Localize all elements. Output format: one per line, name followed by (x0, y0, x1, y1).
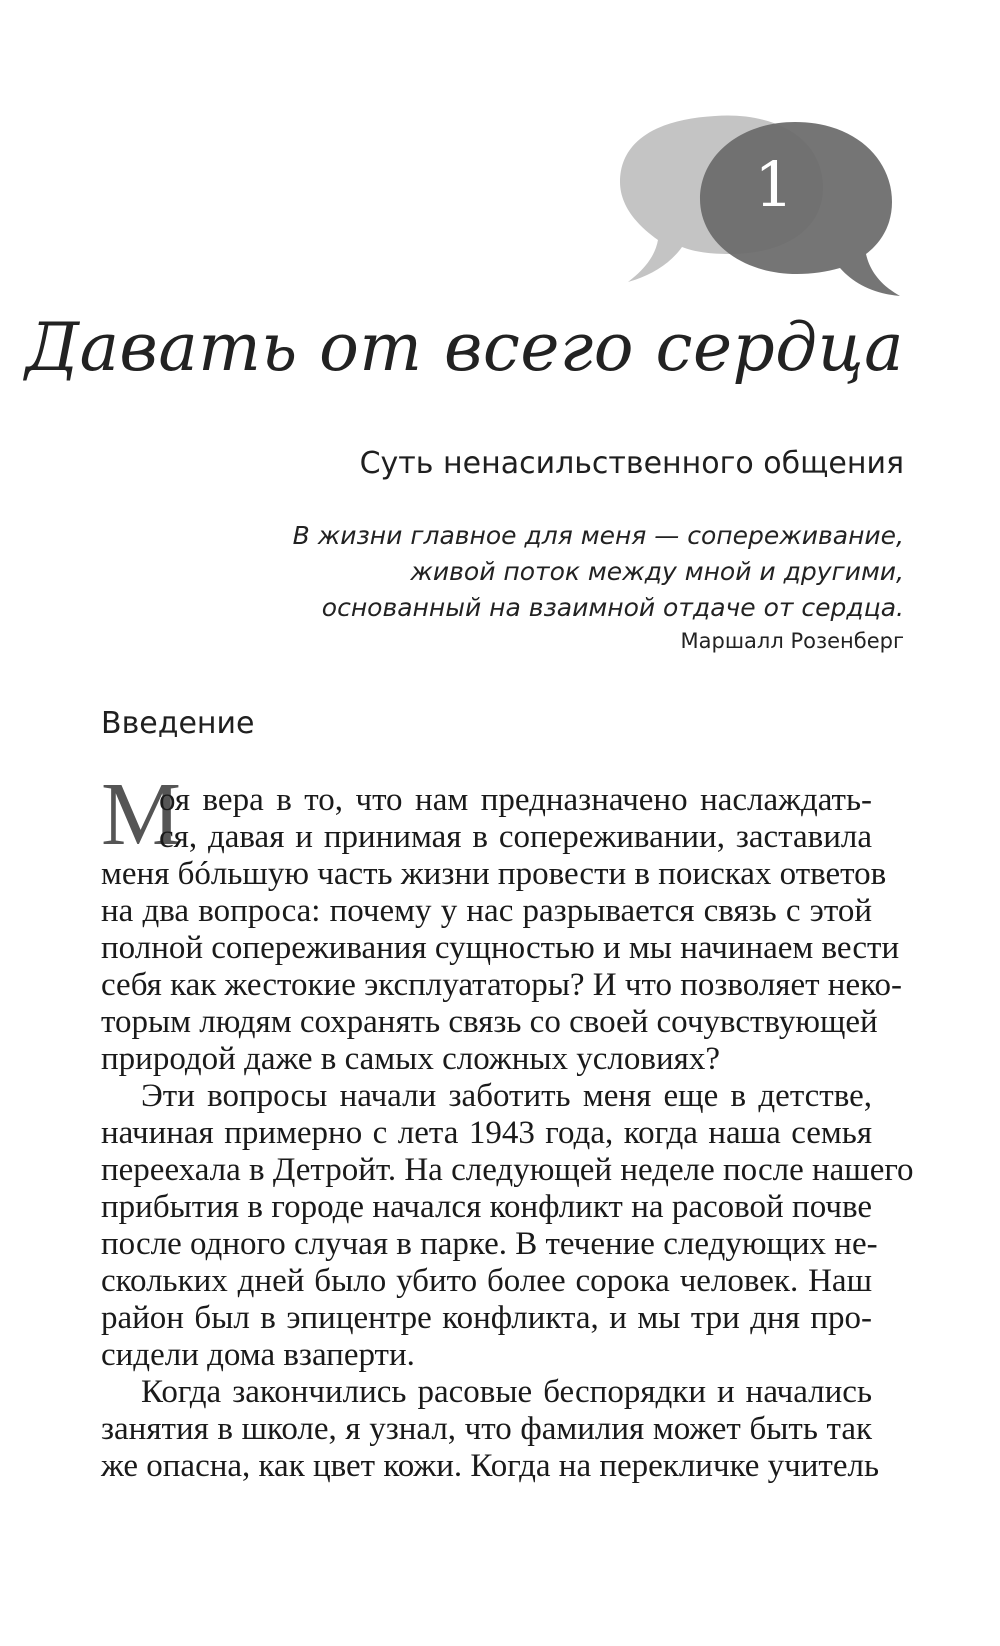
text-line: себя как жестокие эксплуататоры? И что позволяет неко- (101, 967, 902, 1003)
epigraph (293, 518, 904, 626)
text-line: начиная примерно с лета 1943 года, когда наша семья (101, 1115, 872, 1151)
epigraph-line: В жизни главное для меня — сопереживание, (292, 521, 904, 550)
paragraph-3 (101, 1374, 880, 1485)
text-line: ся, давая и принимая в сопереживании, заставила (159, 819, 872, 855)
paragraph-2 (101, 1078, 914, 1374)
text-line: меня бóльшую часть жизни провести в поисках ответов (101, 856, 887, 892)
text-line: природой даже в самых сложных условиях? (101, 1041, 720, 1077)
chapter-title: Давать от всего сердца (25, 309, 904, 386)
epigraph-line: живой поток между мной и другими, (410, 557, 904, 586)
text-line: после одного случая в парке. В течение следующих не- (101, 1226, 878, 1262)
text-line: занятия в школе, я узнал, что фамилия может быть так (101, 1411, 872, 1447)
text-line: прибытия в городе начался конфликт на расовой почве (101, 1189, 872, 1225)
text-line: же опасна, как цвет кожи. Когда на перекличке учитель (101, 1448, 880, 1484)
text-line: торым людям сохранять связь со своей сочувствующей (101, 1004, 878, 1040)
drop-cap: М (101, 765, 182, 864)
section-heading: Введение (101, 706, 255, 741)
epigraph-line: основанный на взаимной отдаче от сердца. (321, 593, 904, 622)
epigraph-author: Маршалл Розенберг (680, 629, 904, 653)
text-line: на два вопроса: почему у нас разрывается связь с этой (101, 893, 872, 929)
text-line: скольких дней было убито более сорока человек. Наш (101, 1263, 872, 1299)
chapter-subtitle: Суть ненасильственного общения (359, 446, 904, 481)
text-line: Когда закончились расовые беспорядки и начались (141, 1374, 872, 1410)
text-line: сидели дома взаперти. (101, 1337, 415, 1373)
text-line: оя вера в то, что нам предназначено наслаждать- (159, 782, 872, 818)
text-line: Эти вопросы начали заботить меня еще в детстве, (141, 1078, 872, 1114)
text-line: полной сопереживания сущностью и мы начинаем вести (101, 930, 900, 966)
text-line: переехала в Детройт. На следующей неделе после нашего (101, 1152, 914, 1188)
paragraph-1 (101, 782, 902, 1078)
chapter-number: 1 (754, 148, 794, 221)
text-line: район был в эпицентре конфликта, и мы три дня про- (101, 1300, 872, 1336)
